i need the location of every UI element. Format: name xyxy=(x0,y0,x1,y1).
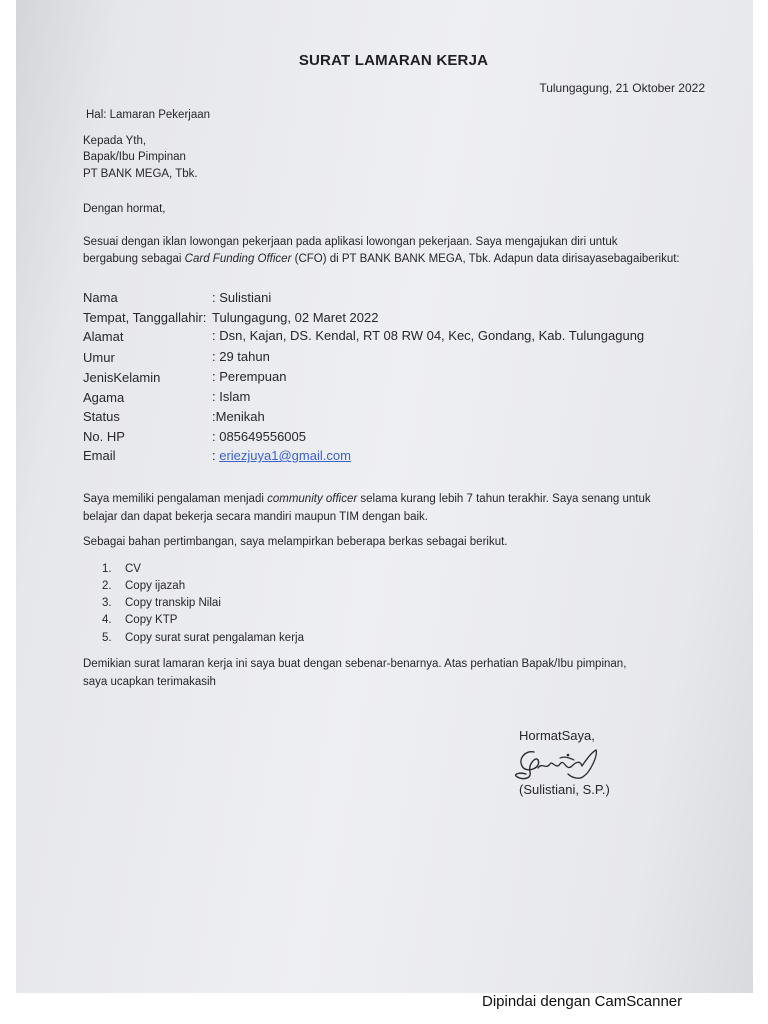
attachment-item: CV xyxy=(125,563,141,575)
signer-name: (Sulistiani, S.P.) xyxy=(519,782,610,797)
recipient-line-3: PT BANK MEGA, Tbk. xyxy=(83,168,198,180)
field-label-alamat: Alamat xyxy=(83,329,124,344)
attachment-item: Copy transkip Nilai xyxy=(125,597,221,609)
field-value-agama: : Islam xyxy=(212,389,251,404)
field-label-nama: Nama xyxy=(83,290,118,305)
recipient-line-1: Kepada Yth, xyxy=(83,135,147,147)
attachment-item: Copy ijazah xyxy=(125,580,186,592)
intro-line-1: Sesuai dengan iklan lowongan pekerjaan pada aplikasi lowongan pekerjaan. Saya mengajukan diri untuk xyxy=(83,236,618,248)
field-value-email xyxy=(212,448,351,463)
closing-line-2: saya ucapkan terimakasih xyxy=(83,676,216,688)
recipient-line-2: Bapak/Ibu Pimpinan xyxy=(83,151,186,163)
letter-page xyxy=(16,0,753,993)
field-label-ttl: Tempat, Tanggallahir: xyxy=(83,310,207,325)
sign-off: HormatSaya, xyxy=(519,728,595,743)
letter-title: SURAT LAMARAN KERJA xyxy=(298,52,489,69)
field-value-jenis-kelamin: : Perempuan xyxy=(212,369,287,384)
email-prefix: : xyxy=(212,448,220,463)
attachment-number: 1. xyxy=(102,563,112,575)
field-value-umur: : 29 tahun xyxy=(212,349,270,364)
intro-line-2-start: bergabung sebagai xyxy=(83,253,185,265)
intro-job-title: Card Funding Officer xyxy=(184,253,292,265)
attachment-number: 3. xyxy=(102,597,112,609)
intro-line-2-end: (CFO) di PT BANK BANK MEGA, Tbk. Adapun data dirisayasebagaiberikut: xyxy=(291,253,680,265)
experience-line-1 xyxy=(83,493,651,505)
field-label-agama: Agama xyxy=(83,390,125,405)
greeting: Dengan hormat, xyxy=(83,203,166,215)
field-value-ttl: Tulungagung, 02 Maret 2022 xyxy=(212,310,379,325)
experience-line-1-start: Saya memiliki pengalaman menjadi xyxy=(83,493,268,505)
attachment-number: 4. xyxy=(102,614,112,626)
field-label-umur: Umur xyxy=(83,350,115,365)
experience-line-2: belajar dan dapat bekerja secara mandiri maupun TIM dengan baik. xyxy=(83,511,428,523)
field-label-hp: No. HP xyxy=(83,429,125,444)
letter-date: Tulungagung, 21 Oktober 2022 xyxy=(539,81,705,95)
attachment-item: Copy surat surat pengalaman kerja xyxy=(125,632,304,644)
field-label-jenis-kelamin: JenisKelamin xyxy=(83,370,161,385)
attachment-number: 5. xyxy=(102,632,112,644)
attachments-intro: Sebagai bahan pertimbangan, saya melampirkan beberapa berkas sebagai berikut. xyxy=(83,536,508,548)
field-value-status: :Menikah xyxy=(212,409,265,424)
field-label-email: Email xyxy=(83,448,116,463)
attachment-item: Copy KTP xyxy=(125,614,178,626)
experience-line-1-end: selama kurang lebih 7 tahun terakhir. Saya senang untuk xyxy=(357,493,651,505)
camscanner-footer: Dipindai dengan CamScanner xyxy=(482,993,683,1010)
letter-subject: Hal: Lamaran Pekerjaan xyxy=(86,109,211,121)
field-value-hp: : 085649556005 xyxy=(212,429,306,444)
handwritten-signature xyxy=(512,746,612,786)
attachment-number: 2. xyxy=(102,580,112,592)
closing-line-1: Demikian surat lamaran kerja ini saya buat dengan sebenar-benarnya. Atas perhatian Bapak/Ibu pimpinan, xyxy=(83,658,627,670)
field-value-nama: : Sulistiani xyxy=(212,290,272,305)
experience-role: community officer xyxy=(267,493,358,505)
field-label-status: Status xyxy=(83,409,120,424)
email-link[interactable]: eriezjuya1@gmail.com xyxy=(219,448,351,463)
intro-line-2 xyxy=(83,253,680,265)
field-value-alamat: : Dsn, Kajan, DS. Kendal, RT 08 RW 04, Kec, Gondang, Kab. Tulungagung xyxy=(212,328,645,343)
